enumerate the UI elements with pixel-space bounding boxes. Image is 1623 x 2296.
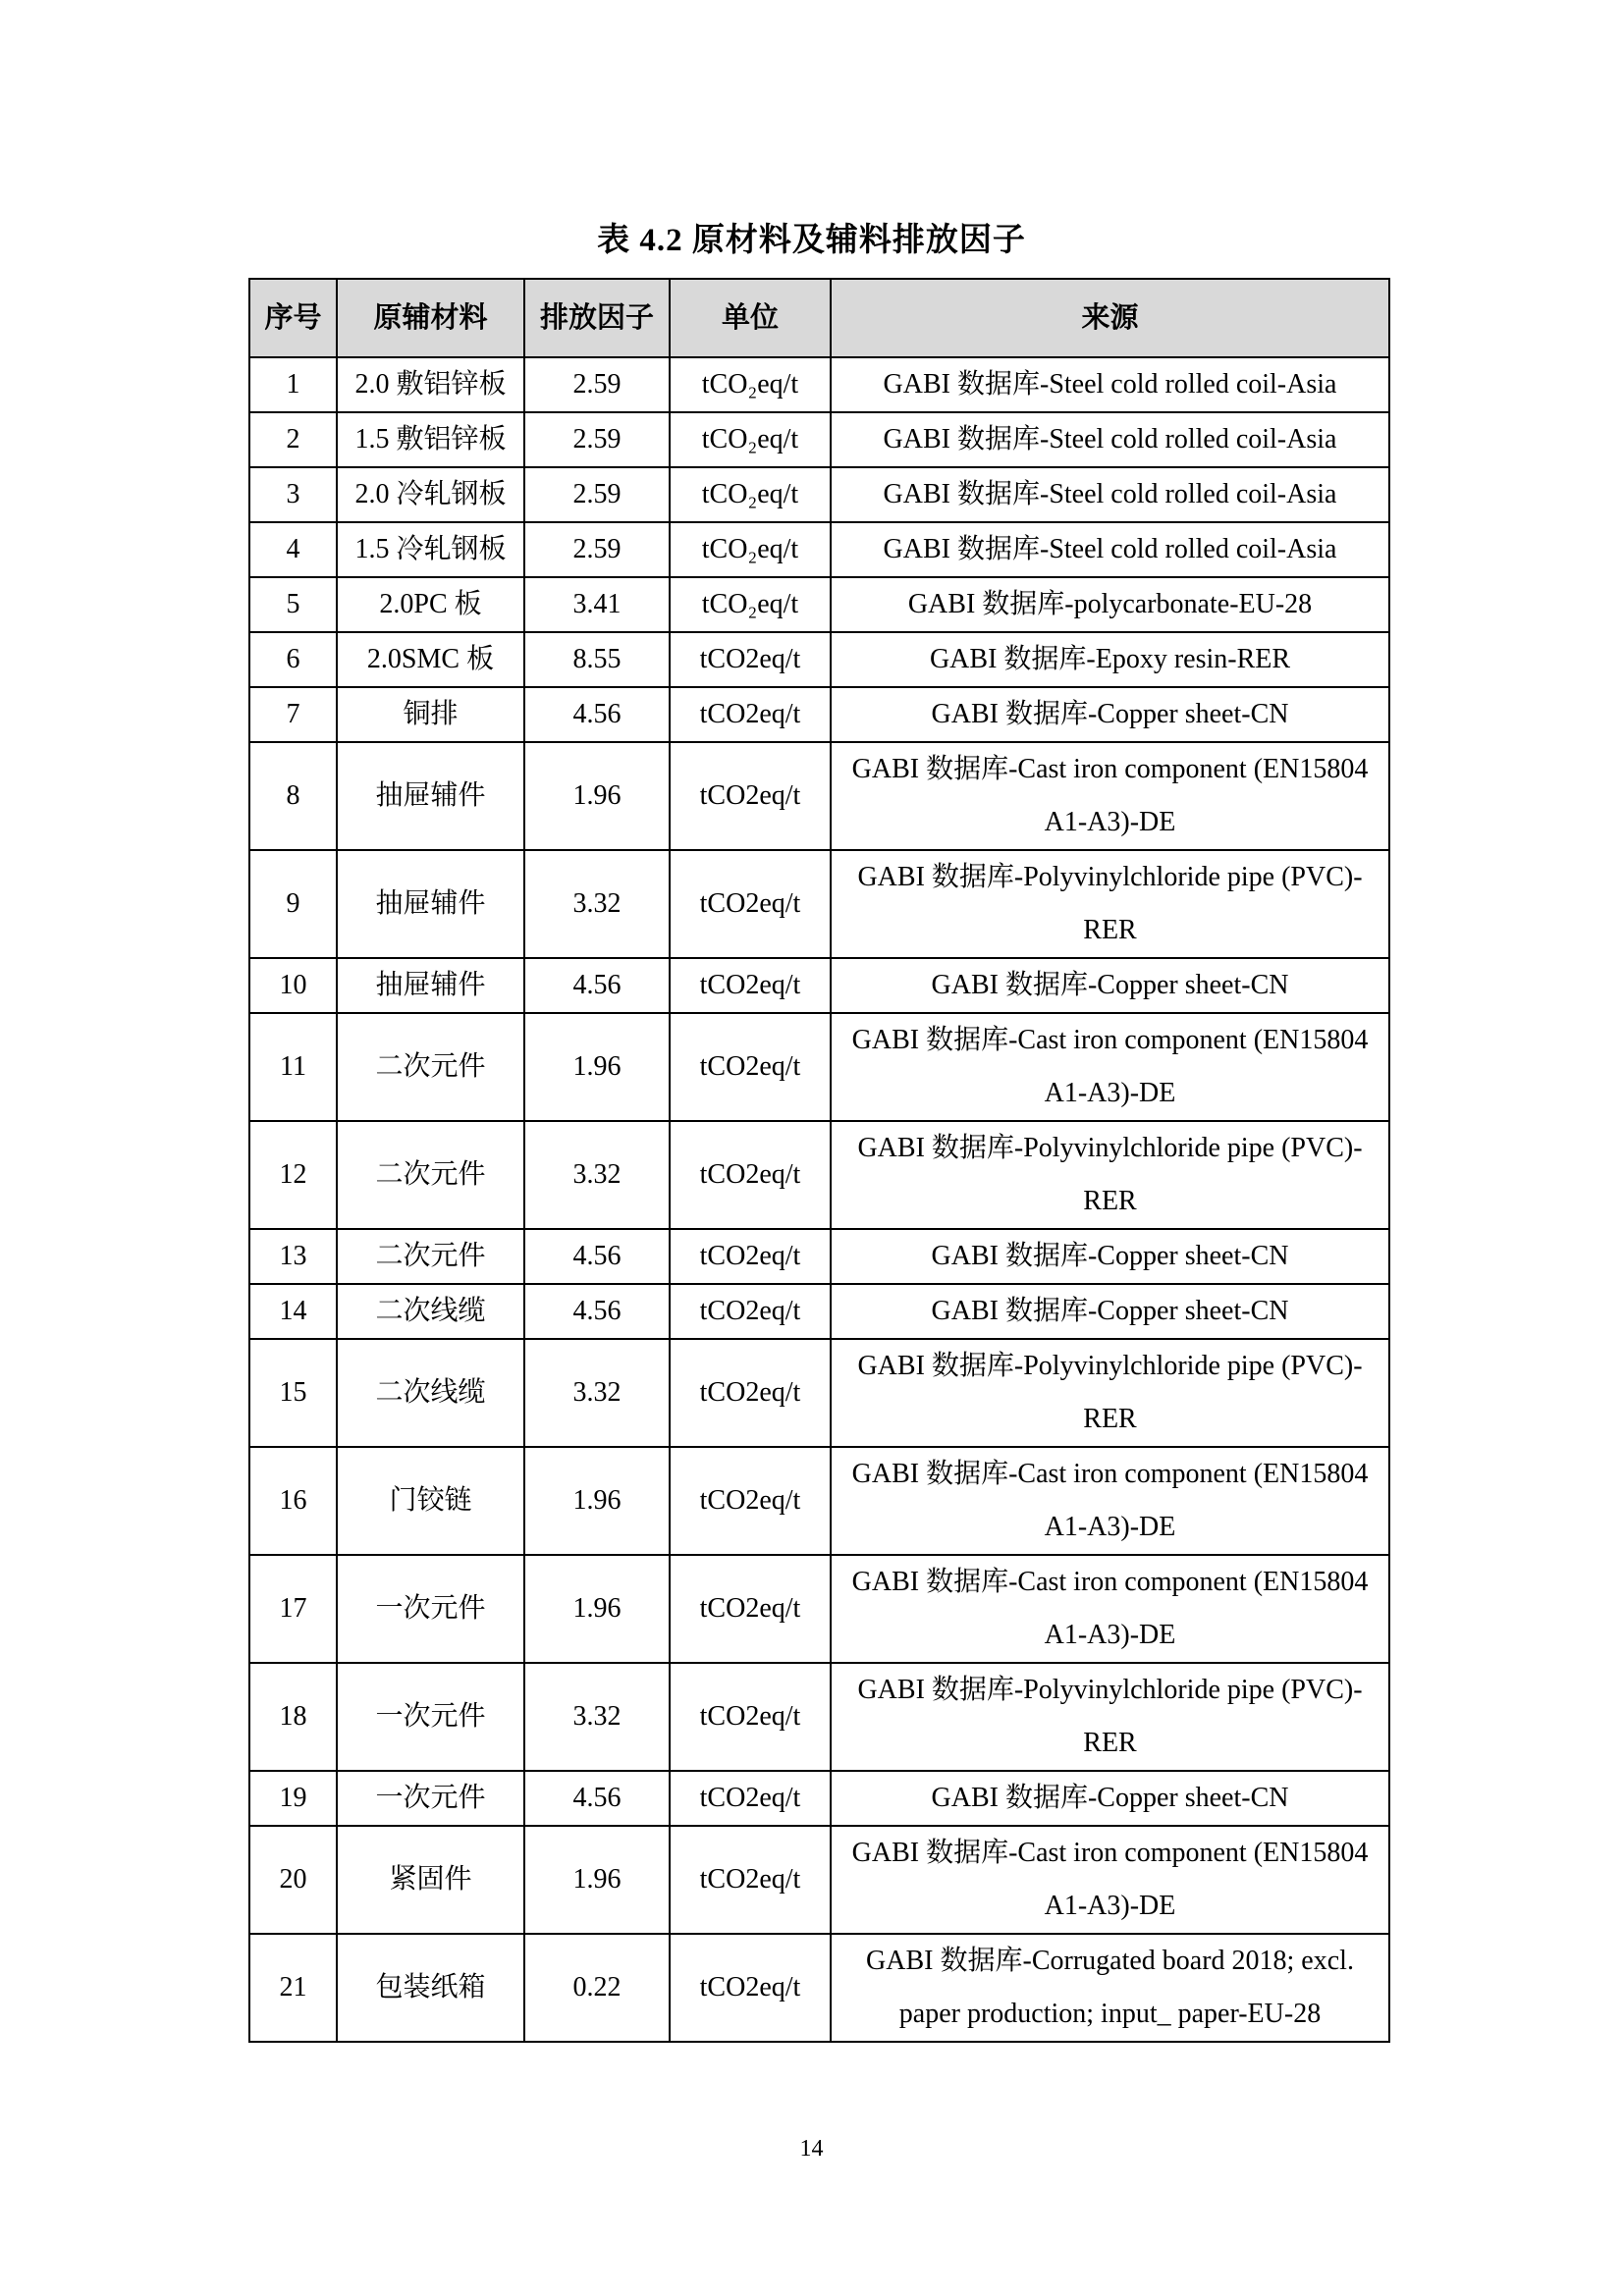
table-row [249,1771,1389,1826]
cell-unit: tCO2eq/t [670,1121,831,1229]
cell-source: GABI 数据库-Cast iron component (EN15804 A1-A3)-DE [831,1826,1389,1934]
table-row [249,850,1389,958]
table-row [249,1555,1389,1663]
cell-factor: 1.96 [524,1013,670,1121]
cell-source: GABI 数据库-polycarbonate-EU-28 [831,577,1389,632]
cell-source: GABI 数据库-Corrugated board 2018; excl. paper production; input_ paper-EU-28 [831,1934,1389,2042]
cell-unit: tCO₂eq/t [670,467,831,522]
cell-source: GABI 数据库-Cast iron component (EN15804 A1-A3)-DE [831,1447,1389,1555]
table-row [249,467,1389,522]
table-row [249,1013,1389,1121]
table-row [249,357,1389,412]
cell-source: GABI 数据库-Copper sheet-CN [831,958,1389,1013]
cell-unit: tCO₂eq/t [670,577,831,632]
cell-material: 抽屉辅件 [337,850,524,958]
cell-material: 抽屉辅件 [337,958,524,1013]
cell-source: GABI 数据库-Polyvinylchloride pipe (PVC)-RER [831,1121,1389,1229]
cell-factor: 3.32 [524,1121,670,1229]
cell-no: 15 [249,1339,337,1447]
cell-source: GABI 数据库-Steel cold rolled coil-Asia [831,412,1389,467]
cell-unit: tCO2eq/t [670,1284,831,1339]
cell-source: GABI 数据库-Copper sheet-CN [831,1771,1389,1826]
cell-source: GABI 数据库-Steel cold rolled coil-Asia [831,467,1389,522]
cell-factor: 3.32 [524,1663,670,1771]
cell-unit: tCO2eq/t [670,1555,831,1663]
cell-no: 14 [249,1284,337,1339]
cell-factor: 1.96 [524,1826,670,1934]
cell-no: 13 [249,1229,337,1284]
cell-source: GABI 数据库-Cast iron component (EN15804 A1-A3)-DE [831,1555,1389,1663]
cell-unit: tCO2eq/t [670,1934,831,2042]
cell-no: 2 [249,412,337,467]
table-row [249,958,1389,1013]
cell-material: 包装纸箱 [337,1934,524,2042]
cell-source: GABI 数据库-Polyvinylchloride pipe (PVC)-RER [831,1663,1389,1771]
cell-factor: 2.59 [524,467,670,522]
cell-factor: 4.56 [524,1771,670,1826]
cell-factor: 4.56 [524,1229,670,1284]
cell-source: GABI 数据库-Steel cold rolled coil-Asia [831,522,1389,577]
cell-material: 二次线缆 [337,1339,524,1447]
cell-no: 10 [249,958,337,1013]
cell-no: 11 [249,1013,337,1121]
table-row [249,1229,1389,1284]
cell-material: 门铰链 [337,1447,524,1555]
cell-unit: tCO2eq/t [670,1663,831,1771]
cell-material: 一次元件 [337,1771,524,1826]
header-material: 原辅材料 [337,279,524,357]
cell-factor: 3.41 [524,577,670,632]
cell-material: 一次元件 [337,1555,524,1663]
cell-factor: 2.59 [524,522,670,577]
cell-source: GABI 数据库-Copper sheet-CN [831,687,1389,742]
cell-no: 12 [249,1121,337,1229]
cell-unit: tCO2eq/t [670,958,831,1013]
cell-factor: 0.22 [524,1934,670,2042]
table-row [249,1447,1389,1555]
cell-material: 抽屉辅件 [337,742,524,850]
table-row [249,522,1389,577]
table-row [249,1284,1389,1339]
cell-no: 1 [249,357,337,412]
cell-factor: 1.96 [524,1447,670,1555]
cell-material: 紧固件 [337,1826,524,1934]
table-row [249,1663,1389,1771]
table-body [249,357,1389,2042]
table-row [249,412,1389,467]
cell-no: 17 [249,1555,337,1663]
table-caption: 表 4.2 原材料及辅料排放因子 [597,223,1026,258]
cell-factor: 2.59 [524,412,670,467]
header-source: 来源 [831,279,1389,357]
cell-no: 16 [249,1447,337,1555]
cell-factor: 1.96 [524,742,670,850]
cell-source: GABI 数据库-Cast iron component (EN15804 A1-A3)-DE [831,742,1389,850]
cell-unit: tCO2eq/t [670,687,831,742]
cell-unit: tCO2eq/t [670,1447,831,1555]
table-header [249,279,1389,357]
cell-unit: tCO2eq/t [670,1826,831,1934]
cell-source: GABI 数据库-Steel cold rolled coil-Asia [831,357,1389,412]
cell-source: GABI 数据库-Polyvinylchloride pipe (PVC)-RER [831,1339,1389,1447]
cell-no: 5 [249,577,337,632]
cell-material: 二次线缆 [337,1284,524,1339]
cell-factor: 2.59 [524,357,670,412]
cell-material: 2.0SMC 板 [337,632,524,687]
cell-factor: 4.56 [524,958,670,1013]
cell-factor: 1.96 [524,1555,670,1663]
cell-factor: 4.56 [524,687,670,742]
cell-unit: tCO2eq/t [670,1339,831,1447]
cell-unit: tCO2eq/t [670,632,831,687]
cell-material: 二次元件 [337,1229,524,1284]
cell-unit: tCO2eq/t [670,1229,831,1284]
cell-source: GABI 数据库-Polyvinylchloride pipe (PVC)-RER [831,850,1389,958]
cell-unit: tCO₂eq/t [670,522,831,577]
table-row [249,1339,1389,1447]
cell-material: 二次元件 [337,1121,524,1229]
cell-no: 9 [249,850,337,958]
cell-no: 19 [249,1771,337,1826]
cell-no: 7 [249,687,337,742]
cell-material: 1.5 冷轧钢板 [337,522,524,577]
page-number: 14 [799,2136,824,2162]
cell-unit: tCO₂eq/t [670,412,831,467]
cell-source: GABI 数据库-Epoxy resin-RER [831,632,1389,687]
cell-unit: tCO2eq/t [670,1771,831,1826]
cell-no: 18 [249,1663,337,1771]
cell-factor: 3.32 [524,850,670,958]
cell-unit: tCO₂eq/t [670,357,831,412]
cell-no: 6 [249,632,337,687]
cell-material: 2.0PC 板 [337,577,524,632]
header-unit: 单位 [670,279,831,357]
cell-no: 3 [249,467,337,522]
header-row [249,279,1389,357]
header-no: 序号 [249,279,337,357]
cell-source: GABI 数据库-Cast iron component (EN15804 A1-A3)-DE [831,1013,1389,1121]
table-row [249,1934,1389,2042]
cell-factor: 3.32 [524,1339,670,1447]
cell-material: 一次元件 [337,1663,524,1771]
table-row [249,742,1389,850]
table-row [249,1121,1389,1229]
cell-no: 21 [249,1934,337,2042]
cell-factor: 4.56 [524,1284,670,1339]
cell-no: 20 [249,1826,337,1934]
table-row [249,1826,1389,1934]
cell-material: 2.0 冷轧钢板 [337,467,524,522]
cell-source: GABI 数据库-Copper sheet-CN [831,1229,1389,1284]
cell-unit: tCO2eq/t [670,850,831,958]
table-row [249,687,1389,742]
cell-material: 1.5 敷铝锌板 [337,412,524,467]
cell-material: 2.0 敷铝锌板 [337,357,524,412]
cell-material: 铜排 [337,687,524,742]
cell-unit: tCO2eq/t [670,742,831,850]
cell-material: 二次元件 [337,1013,524,1121]
emission-factor-table [248,278,1390,2043]
header-factor: 排放因子 [524,279,670,357]
table-row [249,632,1389,687]
table-row [249,577,1389,632]
cell-unit: tCO2eq/t [670,1013,831,1121]
cell-no: 4 [249,522,337,577]
cell-source: GABI 数据库-Copper sheet-CN [831,1284,1389,1339]
cell-factor: 8.55 [524,632,670,687]
cell-no: 8 [249,742,337,850]
